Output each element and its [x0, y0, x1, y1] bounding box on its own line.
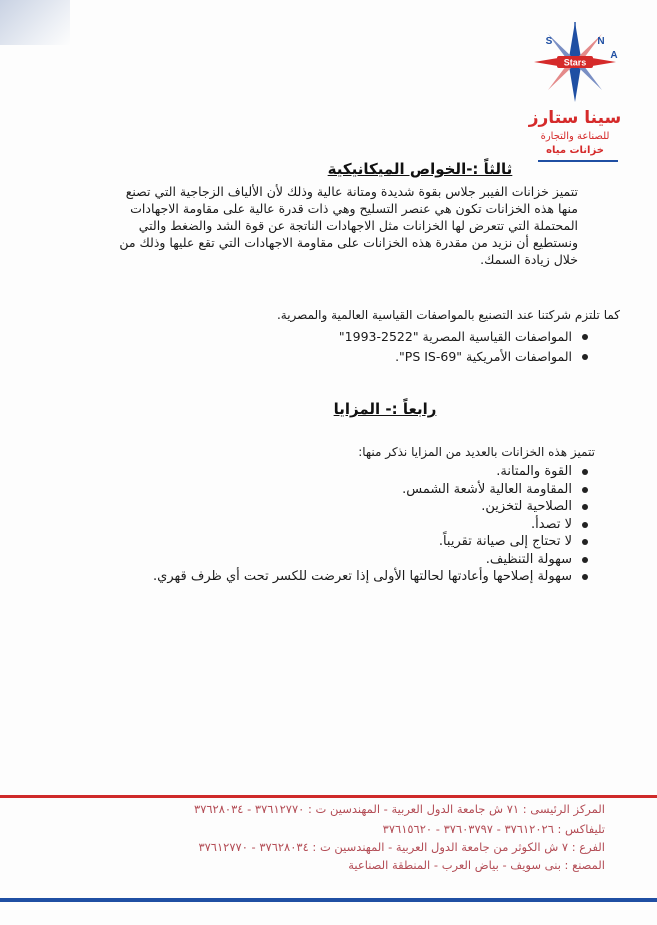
mechanical-line: منها هذه الخزانات تكون هي عنصر التسليح وهي ذات قدرة عالية على مقاومة الاجهادات — [130, 201, 578, 216]
brand-product: خزانات مياه — [546, 145, 604, 156]
standards-list — [320, 328, 590, 368]
list-item: سهولة التنظيف. — [100, 551, 590, 569]
brand-underline — [538, 160, 618, 162]
brand-tagline: للصناعة والتجارة — [540, 131, 610, 142]
footer-factory: المصنع : بنى سويف - بياض العرب - المنطقة الصناعية — [348, 858, 605, 872]
list-item: لا تصدأ. — [100, 516, 590, 534]
logo-letter-i: I — [573, 21, 577, 32]
footer-head-office: المركز الرئيسى : ٧١ ش جامعة الدول العربية - المهندسين ت : ٣٧٦١٢٧٧٠ - ٣٧٦٢٨٠٣٤ — [194, 802, 605, 816]
advantages-list — [100, 463, 590, 586]
list-item: لا تحتاج إلى صيانة تقريباً. — [100, 533, 590, 551]
logo-letter-s: S — [545, 36, 553, 47]
company-logo — [520, 18, 630, 156]
mechanical-paragraph — [18, 183, 578, 268]
list-item: الصلاحية لتخزين. — [100, 498, 590, 516]
logo-letter-n: N — [597, 36, 605, 47]
list-item: المقاومة العالية لأشعة الشمس. — [100, 481, 590, 499]
footer-bottom-rule — [0, 898, 657, 902]
list-item: المواصفات الأمريكية "69-PS IS". — [320, 348, 590, 366]
list-item: سهولة إصلاحها وأعادتها لحالتها الأولى إذا تعرضت للكسر تحت أي ظرف قهري. — [100, 568, 590, 586]
list-item: المواصفات القياسية المصرية "2522-1993" — [320, 328, 590, 346]
footer-telefax: تليفاكس : ٣٧٦١٢٠٢٦ - ٣٧٦٠٣٧٩٧ - ٣٧٦١٥٦٢٠ — [382, 822, 605, 836]
mechanical-heading: ثالثاً :-الخواص الميكانيكية — [327, 160, 513, 178]
mechanical-line: المحتملة التي تتعرض لها الخزانات مثل الاجهادات الناتجة عن قوة الشد والضغط والتي — [138, 218, 578, 233]
corner-decoration — [0, 0, 70, 45]
mechanical-line: تتميز خزانات الفيبر جلاس بقوة شديدة ومتانة عالية وذلك لأن الألياف الزجاجية التي تصنع — [125, 184, 578, 199]
mechanical-line: ونستطيع أن نزيد من مقدرة هذه الخزانات على مقاومة الاجهادات التي تقع عليها وذلك من — [119, 235, 578, 250]
brand-name: سينا ستارز — [528, 108, 622, 128]
list-item: القوة والمتانة. — [100, 463, 590, 481]
standards-intro: كما تلتزم شركتنا عند التصنيع بالمواصفات القياسية العالمية والمصرية. — [276, 308, 620, 322]
logo-badge-text: Stars — [563, 57, 587, 68]
footer-branch: الفرع : ٧ ش الكوثر من جامعة الدول العربية - المهندسين ت : ٣٧٦٢٨٠٣٤ - ٣٧٦١٢٧٧٠ — [198, 840, 605, 854]
advantages-heading: رابعاً :- المزايا — [333, 400, 437, 418]
compass-star-icon — [528, 18, 622, 106]
advantages-intro: تتميز هذه الخزانات بالعديد من المزايا نذكر منها: — [358, 445, 595, 459]
logo-letter-a: A — [610, 50, 618, 61]
mechanical-line: خلال زيادة السمك. — [480, 252, 578, 267]
footer-top-rule — [0, 795, 657, 798]
